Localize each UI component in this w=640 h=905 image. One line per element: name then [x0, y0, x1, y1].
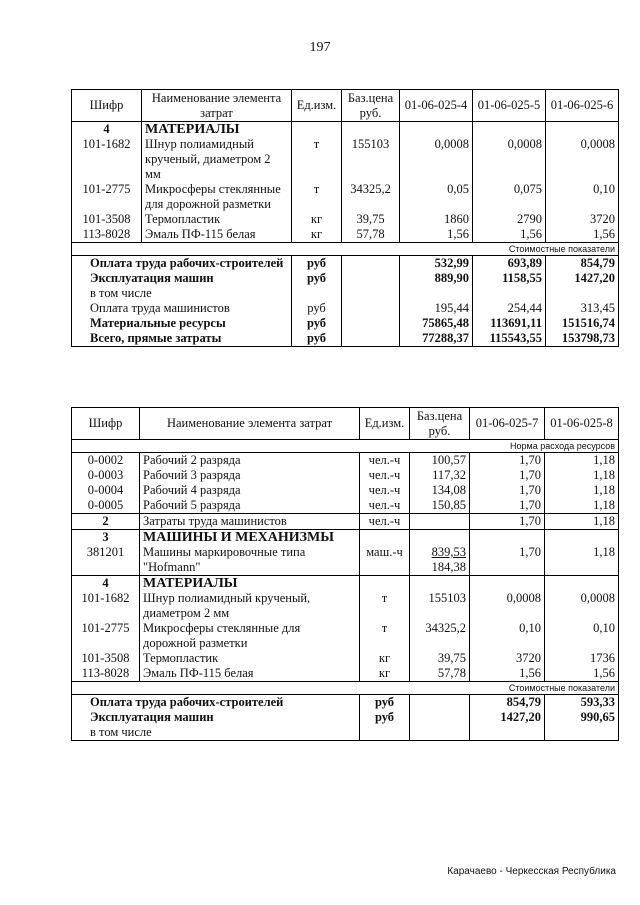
row-code: 0-0002	[72, 453, 140, 469]
cost-row	[72, 286, 619, 301]
row-unit: чел.-ч	[360, 453, 410, 469]
row-code: 101-1682	[72, 137, 142, 182]
cost-value: 532,99	[400, 256, 473, 272]
cost-row	[72, 710, 619, 725]
row-price: 155103	[342, 137, 400, 182]
row-value: 1,18	[545, 453, 619, 469]
col-header: Ед.изм.	[292, 90, 342, 122]
table-row	[72, 621, 619, 651]
row-value: 1,70	[470, 453, 545, 469]
section-title: МАТЕРИАЛЫ	[142, 122, 292, 138]
row-value: 1,18	[545, 498, 619, 514]
row-value: 1,56	[470, 666, 545, 682]
cost-value: 854,79	[470, 695, 545, 711]
row-value: 1,18	[545, 545, 619, 576]
section-row	[72, 576, 619, 592]
section-code: 4	[72, 122, 142, 138]
row-value: 1,56	[545, 666, 619, 682]
row-unit: кг	[292, 212, 342, 227]
cost-value: 75865,48	[400, 316, 473, 331]
row-value: 0,10	[545, 621, 619, 651]
cost-name: Эксплуатация машин	[72, 710, 360, 725]
table-row	[72, 545, 619, 576]
row-value: 1,70	[470, 545, 545, 576]
section-row	[72, 530, 619, 546]
row-unit: т	[292, 182, 342, 212]
row-name: Рабочий 4 разряда	[140, 483, 360, 498]
table-row	[72, 212, 619, 227]
cost-row	[72, 695, 619, 711]
cost-value: 1427,20	[546, 271, 619, 286]
row-value: 1,56	[400, 227, 473, 243]
row-name: Машины маркировочные типа "Hofmann"	[140, 545, 360, 576]
row-value: 1,70	[470, 498, 545, 514]
cost-value: 77288,37	[400, 331, 473, 347]
row-name: Микросферы стеклянные для дорожной разметки	[142, 182, 292, 212]
row-unit: чел.-ч	[360, 498, 410, 514]
row-price: 34325,2	[410, 621, 470, 651]
table-row	[72, 468, 619, 483]
table-row	[72, 483, 619, 498]
row-code: 0-0005	[72, 498, 140, 514]
col-header: Шифр	[72, 408, 140, 440]
col-header: Наименование элемента затрат	[142, 90, 292, 122]
row-value: 3720	[546, 212, 619, 227]
row-name: Рабочий 3 разряда	[140, 468, 360, 483]
row-unit: кг	[360, 666, 410, 682]
row-name: Шнур полиамидный крученый, диаметром 2 мм	[140, 591, 360, 621]
row-value: 1736	[545, 651, 619, 666]
cost-value: 151516,74	[546, 316, 619, 331]
cost-value: 889,90	[400, 271, 473, 286]
row-value: 1,70	[470, 483, 545, 498]
cost-name: Эксплуатация машин	[72, 271, 292, 286]
row-unit: кг	[360, 651, 410, 666]
labor-row	[72, 514, 619, 530]
cost-value: 1427,20	[470, 710, 545, 725]
cost-unit: руб	[292, 256, 342, 272]
row-name: Эмаль ПФ-115 белая	[140, 666, 360, 682]
section-title: МАТЕРИАЛЫ	[140, 576, 360, 592]
cost-unit: руб	[292, 271, 342, 286]
cost-name: Оплата труда машинистов	[72, 301, 292, 316]
row-code: 101-2775	[72, 621, 140, 651]
cost-value: 115543,55	[473, 331, 546, 347]
row-price: 839,53	[431, 545, 466, 559]
col-header: 01-06-025-6	[546, 90, 619, 122]
row-name: Рабочий 2 разряда	[140, 453, 360, 469]
row-unit: т	[360, 591, 410, 621]
row-value: 0,0008	[473, 137, 546, 182]
row-value: 2790	[473, 212, 546, 227]
row-unit: чел.-ч	[360, 514, 410, 530]
table-row	[72, 137, 619, 182]
row-value: 1,70	[470, 514, 545, 530]
cost-value: 195,44	[400, 301, 473, 316]
cost-unit: руб	[360, 695, 410, 711]
row-name: Рабочий 5 разряда	[140, 498, 360, 514]
section-row	[72, 122, 619, 138]
row-name: Термопластик	[142, 212, 292, 227]
cost-value: 854,79	[546, 256, 619, 272]
row-price: 134,08	[410, 483, 470, 498]
row-value: 0,05	[400, 182, 473, 212]
row-price: 39,75	[342, 212, 400, 227]
cost-row	[72, 316, 619, 331]
row-value: 0,10	[470, 621, 545, 651]
row-name: Затраты труда машинистов	[140, 514, 360, 530]
row-code: 101-3508	[72, 212, 142, 227]
row-value: 1,18	[545, 514, 619, 530]
table-row	[72, 182, 619, 212]
row-unit: чел.-ч	[360, 483, 410, 498]
row-unit: т	[360, 621, 410, 651]
cost-value: 153798,73	[546, 331, 619, 347]
row-value: 1,56	[546, 227, 619, 243]
cost-row	[72, 331, 619, 347]
row-code: 101-1682	[72, 591, 140, 621]
row-name: Термопластик	[140, 651, 360, 666]
table-header	[72, 408, 619, 440]
row-unit: кг	[292, 227, 342, 243]
cost-name: в том числе	[72, 286, 292, 301]
cost-name: Материальные ресурсы	[72, 316, 292, 331]
cost-name: Оплата труда рабочих-строителей	[72, 695, 360, 711]
col-header: Наименование элемента затрат	[140, 408, 360, 440]
table-row	[72, 666, 619, 682]
row-price: 57,78	[410, 666, 470, 682]
row-value: 1,18	[545, 483, 619, 498]
cost-indicators-row	[72, 243, 619, 256]
cost-indicators-label: Стоимостные показатели	[72, 682, 619, 695]
cost-value: 254,44	[473, 301, 546, 316]
cost-value: 693,89	[473, 256, 546, 272]
row-price-secondary: 184,38	[431, 560, 466, 574]
section-code: 3	[72, 530, 140, 546]
row-code: 113-8028	[72, 666, 140, 682]
col-header: Баз.цена руб.	[410, 408, 470, 440]
row-price: 57,78	[342, 227, 400, 243]
row-value: 0,0008	[470, 591, 545, 621]
cost-row	[72, 271, 619, 286]
row-code: 113-8028	[72, 227, 142, 243]
row-price: 39,75	[410, 651, 470, 666]
row-code: 101-3508	[72, 651, 140, 666]
cost-name: Всего, прямые затраты	[72, 331, 292, 347]
row-price: 100,57	[410, 453, 470, 469]
cost-value: 113691,11	[473, 316, 546, 331]
cost-value: 990,65	[545, 710, 619, 725]
resource-table-2	[71, 407, 619, 741]
row-value: 1,70	[470, 468, 545, 483]
cost-row	[72, 725, 619, 741]
row-unit: чел.-ч	[360, 468, 410, 483]
col-header: Ед.изм.	[360, 408, 410, 440]
table-row	[72, 498, 619, 514]
cost-value: 1158,55	[473, 271, 546, 286]
cost-unit: руб	[360, 710, 410, 725]
row-value: 1860	[400, 212, 473, 227]
row-value: 0,0008	[545, 591, 619, 621]
row-code: 0-0004	[72, 483, 140, 498]
cost-row	[72, 256, 619, 272]
row-value: 0,0008	[546, 137, 619, 182]
col-header: 01-06-025-7	[470, 408, 545, 440]
row-price: 117,32	[410, 468, 470, 483]
col-header: 01-06-025-4	[400, 90, 473, 122]
row-code: 2	[72, 514, 140, 530]
section-title: МАШИНЫ И МЕХАНИЗМЫ	[140, 530, 360, 546]
table-row	[72, 591, 619, 621]
cost-name: Оплата труда рабочих-строителей	[72, 256, 292, 272]
section-code: 4	[72, 576, 140, 592]
col-header: 01-06-025-8	[545, 408, 619, 440]
row-code: 101-2775	[72, 182, 142, 212]
row-value: 3720	[470, 651, 545, 666]
row-value: 1,18	[545, 468, 619, 483]
cost-unit: руб	[292, 331, 342, 347]
row-price: 150,85	[410, 498, 470, 514]
table-header	[72, 90, 619, 122]
table-row	[72, 651, 619, 666]
cost-unit: руб	[292, 301, 342, 316]
cost-value: 593,33	[545, 695, 619, 711]
cost-name: в том числе	[72, 725, 360, 741]
norm-row	[72, 440, 619, 453]
resource-table-1	[71, 89, 619, 347]
row-value: 1,56	[473, 227, 546, 243]
row-price: 155103	[410, 591, 470, 621]
cost-indicators-row	[72, 682, 619, 695]
row-price: 34325,2	[342, 182, 400, 212]
row-unit: маш.-ч	[360, 545, 410, 576]
row-name: Шнур полиамидный крученый, диаметром 2 мм	[142, 137, 292, 182]
col-header: Баз.цена руб.	[342, 90, 400, 122]
row-value: 0,075	[473, 182, 546, 212]
row-unit: т	[292, 137, 342, 182]
col-header: Шифр	[72, 90, 142, 122]
row-name: Микросферы стеклянные для дорожной разметки	[140, 621, 360, 651]
cost-value: 313,45	[546, 301, 619, 316]
norm-label: Норма расхода ресурсов	[72, 440, 619, 453]
row-value: 0,10	[546, 182, 619, 212]
row-name: Эмаль ПФ-115 белая	[142, 227, 292, 243]
row-code: 381201	[72, 545, 140, 576]
col-header: 01-06-025-5	[473, 90, 546, 122]
cost-unit: руб	[292, 316, 342, 331]
table-row	[72, 453, 619, 469]
table-row	[72, 227, 619, 243]
row-code: 0-0003	[72, 468, 140, 483]
cost-indicators-label: Стоимостные показатели	[72, 243, 619, 256]
page-number: 197	[309, 40, 331, 55]
row-value: 0,0008	[400, 137, 473, 182]
cost-row	[72, 301, 619, 316]
footer-region: Карачаево - Черкесская Республика	[447, 866, 616, 877]
